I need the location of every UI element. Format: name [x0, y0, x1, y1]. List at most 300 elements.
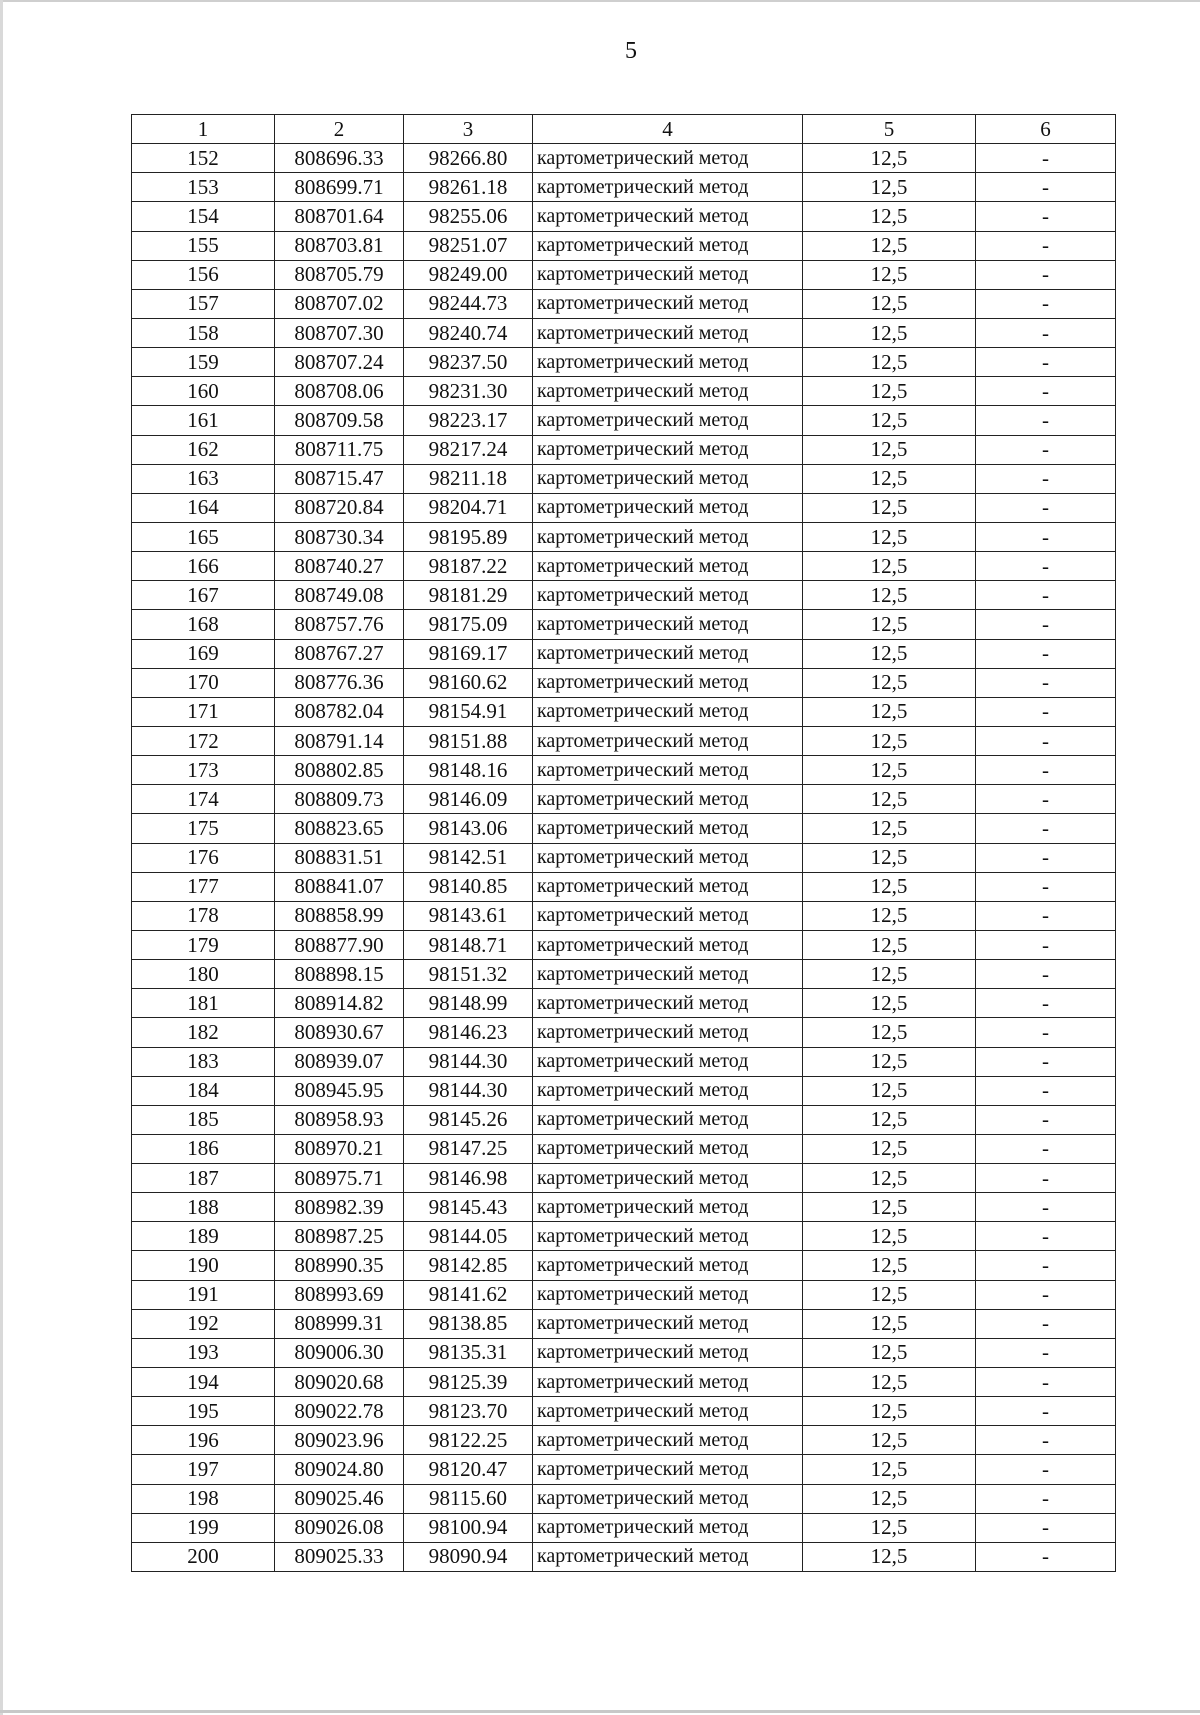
table-row — [132, 1164, 1116, 1193]
y-coordinate-cell: 98266.80 — [404, 144, 533, 173]
x-coordinate-cell: 808987.25 — [275, 1222, 404, 1251]
point-number-cell: 195 — [132, 1397, 275, 1426]
x-coordinate-cell: 808831.51 — [275, 843, 404, 872]
note-cell: - — [976, 202, 1116, 231]
accuracy-cell: 12,5 — [803, 173, 976, 202]
table-row — [132, 144, 1116, 173]
table-row — [132, 785, 1116, 814]
method-cell: картометрический метод — [533, 1426, 803, 1455]
accuracy-cell: 12,5 — [803, 289, 976, 318]
table-row — [132, 1513, 1116, 1542]
y-coordinate-cell: 98249.00 — [404, 260, 533, 289]
table-row — [132, 1484, 1116, 1513]
point-number-cell: 192 — [132, 1309, 275, 1338]
method-cell: картометрический метод — [533, 1338, 803, 1367]
header-cell: 2 — [275, 115, 404, 144]
x-coordinate-cell: 808701.64 — [275, 202, 404, 231]
table-row — [132, 1280, 1116, 1309]
note-cell: - — [976, 435, 1116, 464]
method-cell: картометрический метод — [533, 960, 803, 989]
point-number-cell: 199 — [132, 1513, 275, 1542]
page-number: 5 — [625, 38, 637, 64]
note-cell: - — [976, 901, 1116, 930]
method-cell: картометрический метод — [533, 435, 803, 464]
note-cell: - — [976, 756, 1116, 785]
method-cell: картометрический метод — [533, 1280, 803, 1309]
y-coordinate-cell: 98122.25 — [404, 1426, 533, 1455]
method-cell: картометрический метод — [533, 173, 803, 202]
note-cell: - — [976, 377, 1116, 406]
note-cell: - — [976, 785, 1116, 814]
x-coordinate-cell: 808708.06 — [275, 377, 404, 406]
point-number-cell: 178 — [132, 901, 275, 930]
point-number-cell: 197 — [132, 1455, 275, 1484]
method-cell: картометрический метод — [533, 726, 803, 755]
accuracy-cell: 12,5 — [803, 1047, 976, 1076]
table-row — [132, 1455, 1116, 1484]
table-row — [132, 260, 1116, 289]
table-row — [132, 1105, 1116, 1134]
method-cell: картометрический метод — [533, 1484, 803, 1513]
y-coordinate-cell: 98146.23 — [404, 1018, 533, 1047]
accuracy-cell: 12,5 — [803, 1134, 976, 1163]
note-cell: - — [976, 814, 1116, 843]
point-number-cell: 170 — [132, 668, 275, 697]
x-coordinate-cell: 808982.39 — [275, 1193, 404, 1222]
x-coordinate-cell: 808914.82 — [275, 989, 404, 1018]
table-header-row — [132, 115, 1116, 144]
x-coordinate-cell: 808970.21 — [275, 1134, 404, 1163]
point-number-cell: 161 — [132, 406, 275, 435]
note-cell: - — [976, 610, 1116, 639]
method-cell: картометрический метод — [533, 989, 803, 1018]
method-cell: картометрический метод — [533, 843, 803, 872]
point-number-cell: 189 — [132, 1222, 275, 1251]
accuracy-cell: 12,5 — [803, 231, 976, 260]
table-row — [132, 960, 1116, 989]
y-coordinate-cell: 98204.71 — [404, 493, 533, 522]
point-number-cell: 158 — [132, 318, 275, 347]
note-cell: - — [976, 1222, 1116, 1251]
method-cell: картометрический метод — [533, 1542, 803, 1571]
point-number-cell: 194 — [132, 1368, 275, 1397]
accuracy-cell: 12,5 — [803, 1222, 976, 1251]
accuracy-cell: 12,5 — [803, 552, 976, 581]
note-cell: - — [976, 1513, 1116, 1542]
point-number-cell: 183 — [132, 1047, 275, 1076]
y-coordinate-cell: 98125.39 — [404, 1368, 533, 1397]
point-number-cell: 190 — [132, 1251, 275, 1280]
x-coordinate-cell: 808993.69 — [275, 1280, 404, 1309]
point-number-cell: 198 — [132, 1484, 275, 1513]
x-coordinate-cell: 808858.99 — [275, 901, 404, 930]
point-number-cell: 168 — [132, 610, 275, 639]
note-cell: - — [976, 639, 1116, 668]
method-cell: картометрический метод — [533, 668, 803, 697]
y-coordinate-cell: 98146.98 — [404, 1164, 533, 1193]
x-coordinate-cell: 809025.46 — [275, 1484, 404, 1513]
y-coordinate-cell: 98115.60 — [404, 1484, 533, 1513]
header-cell: 6 — [976, 115, 1116, 144]
accuracy-cell: 12,5 — [803, 1164, 976, 1193]
accuracy-cell: 12,5 — [803, 144, 976, 173]
point-number-cell: 176 — [132, 843, 275, 872]
table-row — [132, 318, 1116, 347]
table-row — [132, 1338, 1116, 1367]
point-number-cell: 171 — [132, 697, 275, 726]
note-cell: - — [976, 960, 1116, 989]
accuracy-cell: 12,5 — [803, 1018, 976, 1047]
table-row — [132, 202, 1116, 231]
point-number-cell: 154 — [132, 202, 275, 231]
y-coordinate-cell: 98187.22 — [404, 552, 533, 581]
point-number-cell: 162 — [132, 435, 275, 464]
accuracy-cell: 12,5 — [803, 872, 976, 901]
method-cell: картометрический метод — [533, 930, 803, 959]
accuracy-cell: 12,5 — [803, 989, 976, 1018]
note-cell: - — [976, 1047, 1116, 1076]
method-cell: картометрический метод — [533, 348, 803, 377]
x-coordinate-cell: 808841.07 — [275, 872, 404, 901]
accuracy-cell: 12,5 — [803, 785, 976, 814]
note-cell: - — [976, 552, 1116, 581]
x-coordinate-cell: 809024.80 — [275, 1455, 404, 1484]
method-cell: картометрический метод — [533, 901, 803, 930]
point-number-cell: 163 — [132, 464, 275, 493]
y-coordinate-cell: 98145.26 — [404, 1105, 533, 1134]
table-row — [132, 1542, 1116, 1571]
note-cell: - — [976, 1105, 1116, 1134]
method-cell: картометрический метод — [533, 464, 803, 493]
table-row — [132, 348, 1116, 377]
accuracy-cell: 12,5 — [803, 1426, 976, 1455]
header-cell: 4 — [533, 115, 803, 144]
x-coordinate-cell: 808782.04 — [275, 697, 404, 726]
y-coordinate-cell: 98142.51 — [404, 843, 533, 872]
x-coordinate-cell: 808791.14 — [275, 726, 404, 755]
table-row — [132, 406, 1116, 435]
accuracy-cell: 12,5 — [803, 1076, 976, 1105]
point-number-cell: 185 — [132, 1105, 275, 1134]
note-cell: - — [976, 144, 1116, 173]
table-row — [132, 989, 1116, 1018]
table-row — [132, 522, 1116, 551]
accuracy-cell: 12,5 — [803, 814, 976, 843]
accuracy-cell: 12,5 — [803, 610, 976, 639]
y-coordinate-cell: 98143.61 — [404, 901, 533, 930]
accuracy-cell: 12,5 — [803, 697, 976, 726]
note-cell: - — [976, 1018, 1116, 1047]
accuracy-cell: 12,5 — [803, 726, 976, 755]
point-number-cell: 182 — [132, 1018, 275, 1047]
table-row — [132, 668, 1116, 697]
note-cell: - — [976, 1426, 1116, 1455]
table-row — [132, 377, 1116, 406]
table-row — [132, 552, 1116, 581]
table-row — [132, 464, 1116, 493]
note-cell: - — [976, 1076, 1116, 1105]
table-row — [132, 1193, 1116, 1222]
accuracy-cell: 12,5 — [803, 668, 976, 697]
accuracy-cell: 12,5 — [803, 581, 976, 610]
y-coordinate-cell: 98135.31 — [404, 1338, 533, 1367]
x-coordinate-cell: 808823.65 — [275, 814, 404, 843]
y-coordinate-cell: 98244.73 — [404, 289, 533, 318]
method-cell: картометрический метод — [533, 1018, 803, 1047]
y-coordinate-cell: 98195.89 — [404, 522, 533, 551]
accuracy-cell: 12,5 — [803, 1484, 976, 1513]
x-coordinate-cell: 808715.47 — [275, 464, 404, 493]
point-number-cell: 200 — [132, 1542, 275, 1571]
point-number-cell: 175 — [132, 814, 275, 843]
point-number-cell: 184 — [132, 1076, 275, 1105]
accuracy-cell: 12,5 — [803, 756, 976, 785]
table-row — [132, 814, 1116, 843]
table-row — [132, 697, 1116, 726]
accuracy-cell: 12,5 — [803, 843, 976, 872]
y-coordinate-cell: 98154.91 — [404, 697, 533, 726]
table-row — [132, 930, 1116, 959]
accuracy-cell: 12,5 — [803, 260, 976, 289]
note-cell: - — [976, 989, 1116, 1018]
point-number-cell: 181 — [132, 989, 275, 1018]
table-row — [132, 756, 1116, 785]
table-row — [132, 231, 1116, 260]
note-cell: - — [976, 289, 1116, 318]
point-number-cell: 156 — [132, 260, 275, 289]
note-cell: - — [976, 464, 1116, 493]
point-number-cell: 157 — [132, 289, 275, 318]
note-cell: - — [976, 1309, 1116, 1338]
method-cell: картометрический метод — [533, 260, 803, 289]
accuracy-cell: 12,5 — [803, 1105, 976, 1134]
note-cell: - — [976, 1455, 1116, 1484]
header-cell: 3 — [404, 115, 533, 144]
table-row — [132, 610, 1116, 639]
scan-edge-bottom — [0, 1710, 1200, 1713]
note-cell: - — [976, 872, 1116, 901]
x-coordinate-cell: 809023.96 — [275, 1426, 404, 1455]
point-number-cell: 186 — [132, 1134, 275, 1163]
note-cell: - — [976, 1338, 1116, 1367]
y-coordinate-cell: 98175.09 — [404, 610, 533, 639]
accuracy-cell: 12,5 — [803, 1193, 976, 1222]
method-cell: картометрический метод — [533, 1047, 803, 1076]
x-coordinate-cell: 809022.78 — [275, 1397, 404, 1426]
x-coordinate-cell: 808699.71 — [275, 173, 404, 202]
x-coordinate-cell: 808809.73 — [275, 785, 404, 814]
accuracy-cell: 12,5 — [803, 435, 976, 464]
y-coordinate-cell: 98231.30 — [404, 377, 533, 406]
table-row — [132, 843, 1116, 872]
point-number-cell: 172 — [132, 726, 275, 755]
accuracy-cell: 12,5 — [803, 348, 976, 377]
note-cell: - — [976, 668, 1116, 697]
header-cell: 5 — [803, 115, 976, 144]
point-number-cell: 191 — [132, 1280, 275, 1309]
accuracy-cell: 12,5 — [803, 930, 976, 959]
x-coordinate-cell: 808930.67 — [275, 1018, 404, 1047]
accuracy-cell: 12,5 — [803, 1338, 976, 1367]
y-coordinate-cell: 98211.18 — [404, 464, 533, 493]
y-coordinate-cell: 98148.99 — [404, 989, 533, 1018]
y-coordinate-cell: 98151.88 — [404, 726, 533, 755]
y-coordinate-cell: 98160.62 — [404, 668, 533, 697]
x-coordinate-cell: 809020.68 — [275, 1368, 404, 1397]
note-cell: - — [976, 1280, 1116, 1309]
table-row — [132, 1426, 1116, 1455]
x-coordinate-cell: 808945.95 — [275, 1076, 404, 1105]
method-cell: картометрический метод — [533, 231, 803, 260]
y-coordinate-cell: 98251.07 — [404, 231, 533, 260]
note-cell: - — [976, 406, 1116, 435]
method-cell: картометрический метод — [533, 1076, 803, 1105]
point-number-cell: 187 — [132, 1164, 275, 1193]
method-cell: картометрический метод — [533, 202, 803, 231]
table-row — [132, 1047, 1116, 1076]
table-row — [132, 1076, 1116, 1105]
point-number-cell: 159 — [132, 348, 275, 377]
table-row — [132, 1134, 1116, 1163]
x-coordinate-cell: 808990.35 — [275, 1251, 404, 1280]
x-coordinate-cell: 808802.85 — [275, 756, 404, 785]
method-cell: картометрический метод — [533, 377, 803, 406]
accuracy-cell: 12,5 — [803, 464, 976, 493]
note-cell: - — [976, 1134, 1116, 1163]
method-cell: картометрический метод — [533, 289, 803, 318]
y-coordinate-cell: 98144.05 — [404, 1222, 533, 1251]
table-row — [132, 289, 1116, 318]
accuracy-cell: 12,5 — [803, 1455, 976, 1484]
coordinates-table-body — [132, 115, 1116, 1572]
method-cell: картометрический метод — [533, 639, 803, 668]
y-coordinate-cell: 98169.17 — [404, 639, 533, 668]
note-cell: - — [976, 318, 1116, 347]
method-cell: картометрический метод — [533, 1134, 803, 1163]
x-coordinate-cell: 808730.34 — [275, 522, 404, 551]
y-coordinate-cell: 98255.06 — [404, 202, 533, 231]
y-coordinate-cell: 98140.85 — [404, 872, 533, 901]
table-row — [132, 901, 1116, 930]
table-row — [132, 1222, 1116, 1251]
accuracy-cell: 12,5 — [803, 1309, 976, 1338]
point-number-cell: 174 — [132, 785, 275, 814]
note-cell: - — [976, 348, 1116, 377]
table-row — [132, 493, 1116, 522]
note-cell: - — [976, 697, 1116, 726]
table-row — [132, 1018, 1116, 1047]
method-cell: картометрический метод — [533, 581, 803, 610]
note-cell: - — [976, 1484, 1116, 1513]
point-number-cell: 160 — [132, 377, 275, 406]
method-cell: картометрический метод — [533, 1309, 803, 1338]
y-coordinate-cell: 98138.85 — [404, 1309, 533, 1338]
point-number-cell: 152 — [132, 144, 275, 173]
note-cell: - — [976, 522, 1116, 551]
accuracy-cell: 12,5 — [803, 1368, 976, 1397]
scan-edge-top — [0, 0, 1200, 2]
y-coordinate-cell: 98142.85 — [404, 1251, 533, 1280]
accuracy-cell: 12,5 — [803, 202, 976, 231]
x-coordinate-cell: 808958.93 — [275, 1105, 404, 1134]
y-coordinate-cell: 98146.09 — [404, 785, 533, 814]
method-cell: картометрический метод — [533, 1222, 803, 1251]
coordinates-table — [131, 114, 1116, 1572]
y-coordinate-cell: 98144.30 — [404, 1047, 533, 1076]
note-cell: - — [976, 1397, 1116, 1426]
method-cell: картометрический метод — [533, 1455, 803, 1484]
accuracy-cell: 12,5 — [803, 318, 976, 347]
y-coordinate-cell: 98181.29 — [404, 581, 533, 610]
point-number-cell: 179 — [132, 930, 275, 959]
y-coordinate-cell: 98148.71 — [404, 930, 533, 959]
table-row — [132, 1309, 1116, 1338]
note-cell: - — [976, 260, 1116, 289]
accuracy-cell: 12,5 — [803, 901, 976, 930]
method-cell: картометрический метод — [533, 318, 803, 347]
accuracy-cell: 12,5 — [803, 639, 976, 668]
x-coordinate-cell: 808696.33 — [275, 144, 404, 173]
accuracy-cell: 12,5 — [803, 960, 976, 989]
x-coordinate-cell: 808975.71 — [275, 1164, 404, 1193]
point-number-cell: 165 — [132, 522, 275, 551]
x-coordinate-cell: 809026.08 — [275, 1513, 404, 1542]
method-cell: картометрический метод — [533, 1397, 803, 1426]
table-row — [132, 639, 1116, 668]
table-row — [132, 1397, 1116, 1426]
x-coordinate-cell: 808720.84 — [275, 493, 404, 522]
method-cell: картометрический метод — [533, 493, 803, 522]
x-coordinate-cell: 808898.15 — [275, 960, 404, 989]
accuracy-cell: 12,5 — [803, 522, 976, 551]
y-coordinate-cell: 98120.47 — [404, 1455, 533, 1484]
y-coordinate-cell: 98100.94 — [404, 1513, 533, 1542]
accuracy-cell: 12,5 — [803, 1251, 976, 1280]
x-coordinate-cell: 808999.31 — [275, 1309, 404, 1338]
point-number-cell: 180 — [132, 960, 275, 989]
y-coordinate-cell: 98237.50 — [404, 348, 533, 377]
table-row — [132, 872, 1116, 901]
method-cell: картометрический метод — [533, 1251, 803, 1280]
y-coordinate-cell: 98143.06 — [404, 814, 533, 843]
method-cell: картометрический метод — [533, 1164, 803, 1193]
method-cell: картометрический метод — [533, 1105, 803, 1134]
note-cell: - — [976, 493, 1116, 522]
x-coordinate-cell: 808939.07 — [275, 1047, 404, 1076]
table-row — [132, 726, 1116, 755]
y-coordinate-cell: 98261.18 — [404, 173, 533, 202]
note-cell: - — [976, 1368, 1116, 1397]
y-coordinate-cell: 98147.25 — [404, 1134, 533, 1163]
x-coordinate-cell: 808707.30 — [275, 318, 404, 347]
note-cell: - — [976, 231, 1116, 260]
x-coordinate-cell: 808767.27 — [275, 639, 404, 668]
x-coordinate-cell: 808707.02 — [275, 289, 404, 318]
accuracy-cell: 12,5 — [803, 1280, 976, 1309]
point-number-cell: 166 — [132, 552, 275, 581]
y-coordinate-cell: 98090.94 — [404, 1542, 533, 1571]
x-coordinate-cell: 809025.33 — [275, 1542, 404, 1571]
method-cell: картометрический метод — [533, 406, 803, 435]
table-row — [132, 581, 1116, 610]
point-number-cell: 173 — [132, 756, 275, 785]
note-cell: - — [976, 930, 1116, 959]
accuracy-cell: 12,5 — [803, 406, 976, 435]
accuracy-cell: 12,5 — [803, 1397, 976, 1426]
y-coordinate-cell: 98148.16 — [404, 756, 533, 785]
method-cell: картометрический метод — [533, 522, 803, 551]
scan-edge-left — [0, 0, 3, 1715]
